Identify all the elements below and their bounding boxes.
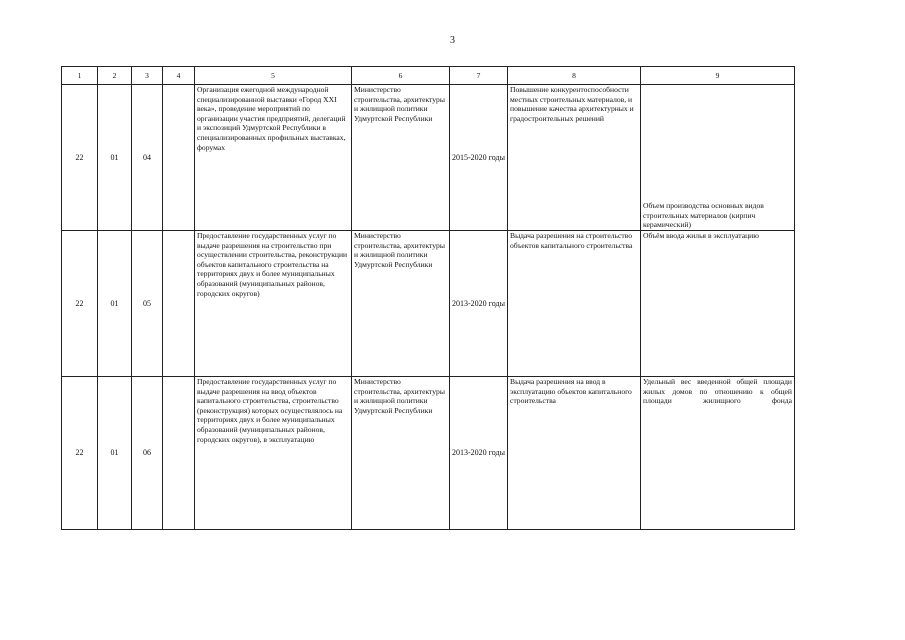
cell-gp: 22 [62, 377, 98, 530]
header-cell: 7 [450, 67, 508, 85]
cell-pp: 01 [98, 85, 132, 231]
cell-indicator: Объём ввода жилья в эксплуатацию [641, 231, 795, 377]
cell-period: 2013-2020 годы [450, 377, 508, 530]
cell-pp: 01 [98, 231, 132, 377]
cell-m [163, 377, 195, 530]
cell-result: Выдача разрешения на ввод в эксплуатацию объектов капитального строительства [508, 377, 641, 530]
cell-gp: 22 [62, 231, 98, 377]
cell-period: 2013-2020 годы [450, 231, 508, 377]
cell-activity: Предоставление государственных услуг по выдаче разрешения на ввод объектов капитального строительства, строительство (реконструкция) которых осуществлялось на территориях двух и более муниципальных образований (муниципальных районов, городских округов), в эксплуатацию [195, 377, 352, 530]
table-row [62, 377, 795, 530]
header-cell: 6 [352, 67, 450, 85]
cell-pp: 01 [98, 377, 132, 530]
cell-om: 06 [132, 377, 163, 530]
table-row [62, 85, 795, 231]
header-cell: 9 [641, 67, 795, 85]
cell-gp: 22 [62, 85, 98, 231]
cell-m [163, 231, 195, 377]
cell-result: Повышение конкурентоспособности местных строительных материалов, и повышение качества архитектурных и градостроительных решений [508, 85, 641, 231]
cell-om: 04 [132, 85, 163, 231]
cell-executor: Министерство строительства, архитектуры и жилищной политики Удмуртской Республики [352, 231, 450, 377]
header-cell: 1 [62, 67, 98, 85]
header-cell: 3 [132, 67, 163, 85]
cell-indicator: Объем производства основных видов строительных материалов (кирпич керамический) [641, 85, 795, 231]
cell-indicator: Удельный вес введенной общей площади жилых домов по отношению к общей площади жилищного фонда [641, 377, 795, 530]
header-cell: 5 [195, 67, 352, 85]
table-row [62, 231, 795, 377]
header-cell: 8 [508, 67, 641, 85]
cell-m [163, 85, 195, 231]
cell-activity: Организация ежегодной международной специализированной выставки «Город XXI века», проведение мероприятий по организации участия предприятий, делегаций и экспозиций Удмуртской Республики в специализированных профильных выставках, форумах [195, 85, 352, 231]
header-cell: 2 [98, 67, 132, 85]
cell-executor: Министерство строительства, архитектуры и жилищной политики Удмуртской Республики [352, 377, 450, 530]
program-table [61, 66, 795, 530]
cell-executor: Министерство строительства, архитектуры и жилищной политики Удмуртской Республики [352, 85, 450, 231]
cell-activity: Предоставление государственных услуг по выдаче разрешения на строительство при осуществлении строительства, реконструкции объектов капитального строительства на территориях двух и более муниципальных образований (муниципальных районов, городских округов) [195, 231, 352, 377]
cell-result: Выдача разрешения на строительство объектов капитального строительства [508, 231, 641, 377]
page-number: 3 [450, 35, 455, 46]
header-row [62, 67, 795, 85]
cell-om: 05 [132, 231, 163, 377]
header-cell: 4 [163, 67, 195, 85]
cell-period: 2015-2020 годы [450, 85, 508, 231]
